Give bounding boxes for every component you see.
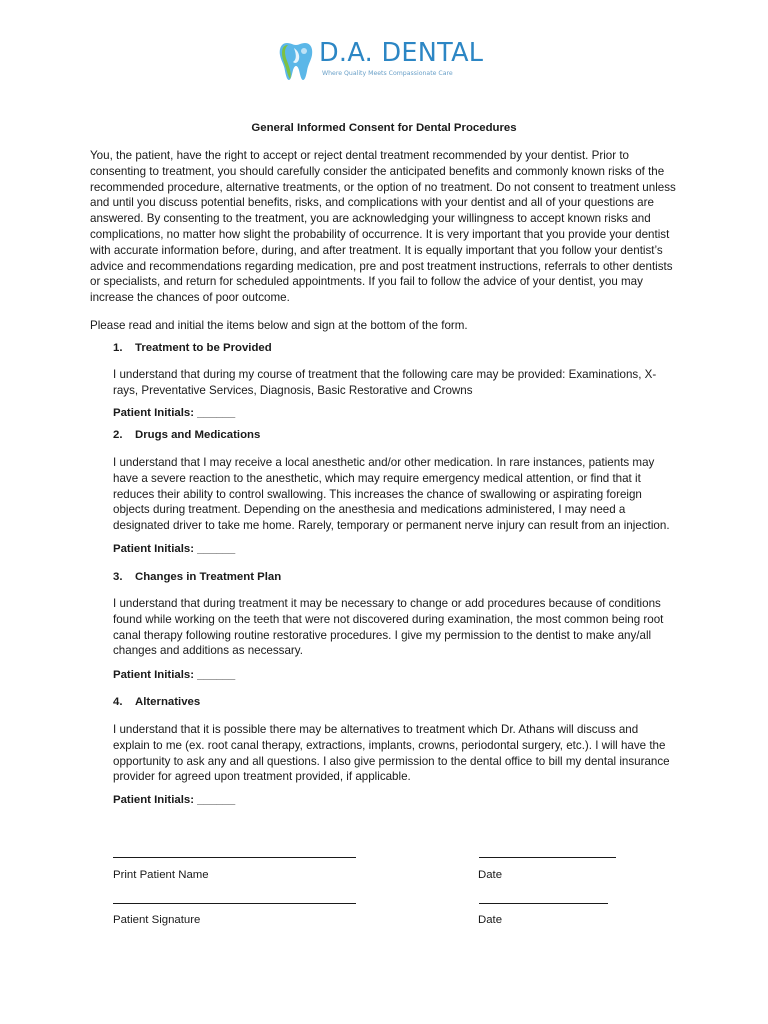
signature-line[interactable] [113, 903, 356, 904]
section-number: 2. [113, 429, 123, 441]
section-heading-changes [113, 571, 281, 583]
print-name-label: Print Patient Name [113, 869, 209, 881]
patient-initials-field[interactable]: Patient Initials: ______ [113, 794, 236, 806]
section-heading-alternatives [113, 696, 200, 708]
date-label-1: Date [478, 869, 503, 881]
section-number: 4. [113, 696, 123, 708]
section-title: Drugs and Medications [135, 429, 261, 441]
signature-label: Patient Signature [113, 914, 201, 926]
section-title: Alternatives [135, 696, 201, 708]
section-heading-treatment [113, 342, 272, 354]
section-body-alternatives: I understand that it is possible there may be alternatives to treatment which Dr. Athans will discuss and explain to me (ex. root canal therapy, extractions, implants, crowns, periodontal surgery, etc.). I will have the opportunity to ask any and all questions. I also give permission to the dental office to bill my dental insurance provider for agreed upon treatment provided, if applicable. [113, 723, 670, 784]
print-name-line[interactable] [113, 857, 356, 858]
practice-tagline: Where Quality Meets Compassionate Care [322, 70, 453, 77]
section-title: Changes in Treatment Plan [135, 571, 282, 583]
patient-initials-field[interactable]: Patient Initials: ______ [113, 669, 236, 681]
date-line-2[interactable] [479, 903, 608, 904]
instruction-text: Please read and initial the items below and sign at the bottom of the form. [90, 319, 468, 332]
practice-name: D.A. DENTAL [319, 38, 484, 68]
tooth-icon [278, 40, 314, 82]
intro-paragraph: You, the patient, have the right to accept or reject dental treatment recommended by your dentist. Prior to consenting to treatment, you should carefully consider the anticipated benefits and commonly known risks of the recommended procedure, alternative treatments, or the option of no treatment. Do not consent to treatment unless and until you discuss potential benefits, risks, and complications with your dentist and all of your questions are answered. By consenting to the treatment, you are acknowledging your willingness to accept known risks and complications, no matter how slight the probability of occurrence. It is very important that you provide your dentist with accurate information before, during, and after treatment. It is equally important that you follow your dentist’s advice and recommendations regarding medication, pre and post treatment instructions, referrals to other dentists or specialists, and return for scheduled appointments. If you fail to follow the advice of your dentist, you may increase the chances of poor outcome. [90, 149, 676, 305]
section-body-treatment: I understand that during my course of treatment that the following care may be provided: Examinations, X-rays, Preventative Services, Diagnosis, Basic Restorative and Crowns [113, 368, 657, 397]
section-title: Treatment to be Provided [135, 342, 272, 354]
section-number: 1. [113, 342, 123, 354]
practice-logo [278, 36, 484, 84]
section-body-drugs: I understand that I may receive a local anesthetic and/or other medication. In rare instances, patients may have a severe reaction to the anesthetic, which may require emergency medical attention, or find that it reduces their ability to control swallowing. This increases the chance of swallowing or aspirating foreign objects during treatment. Depending on the anesthesia and medications administered, I may need a designated driver to take me home. Rarely, temporary or permanent nerve injury can result from an injection. [113, 456, 670, 533]
date-label-2: Date [478, 914, 503, 926]
section-heading-drugs [113, 429, 260, 441]
form-title: General Informed Consent for Dental Procedures [251, 122, 517, 134]
patient-initials-field[interactable]: Patient Initials: ______ [113, 407, 236, 419]
section-body-changes: I understand that during treatment it may be necessary to change or add procedures because of conditions found while working on the teeth that were not discovered during examination, the most common being root canal therapy following routine restorative procedures. I give my permission to the dentist to make any/all changes and additions as necessary. [113, 597, 664, 658]
date-line-1[interactable] [479, 857, 616, 858]
section-number: 3. [113, 571, 123, 583]
patient-initials-field[interactable]: Patient Initials: ______ [113, 543, 236, 555]
